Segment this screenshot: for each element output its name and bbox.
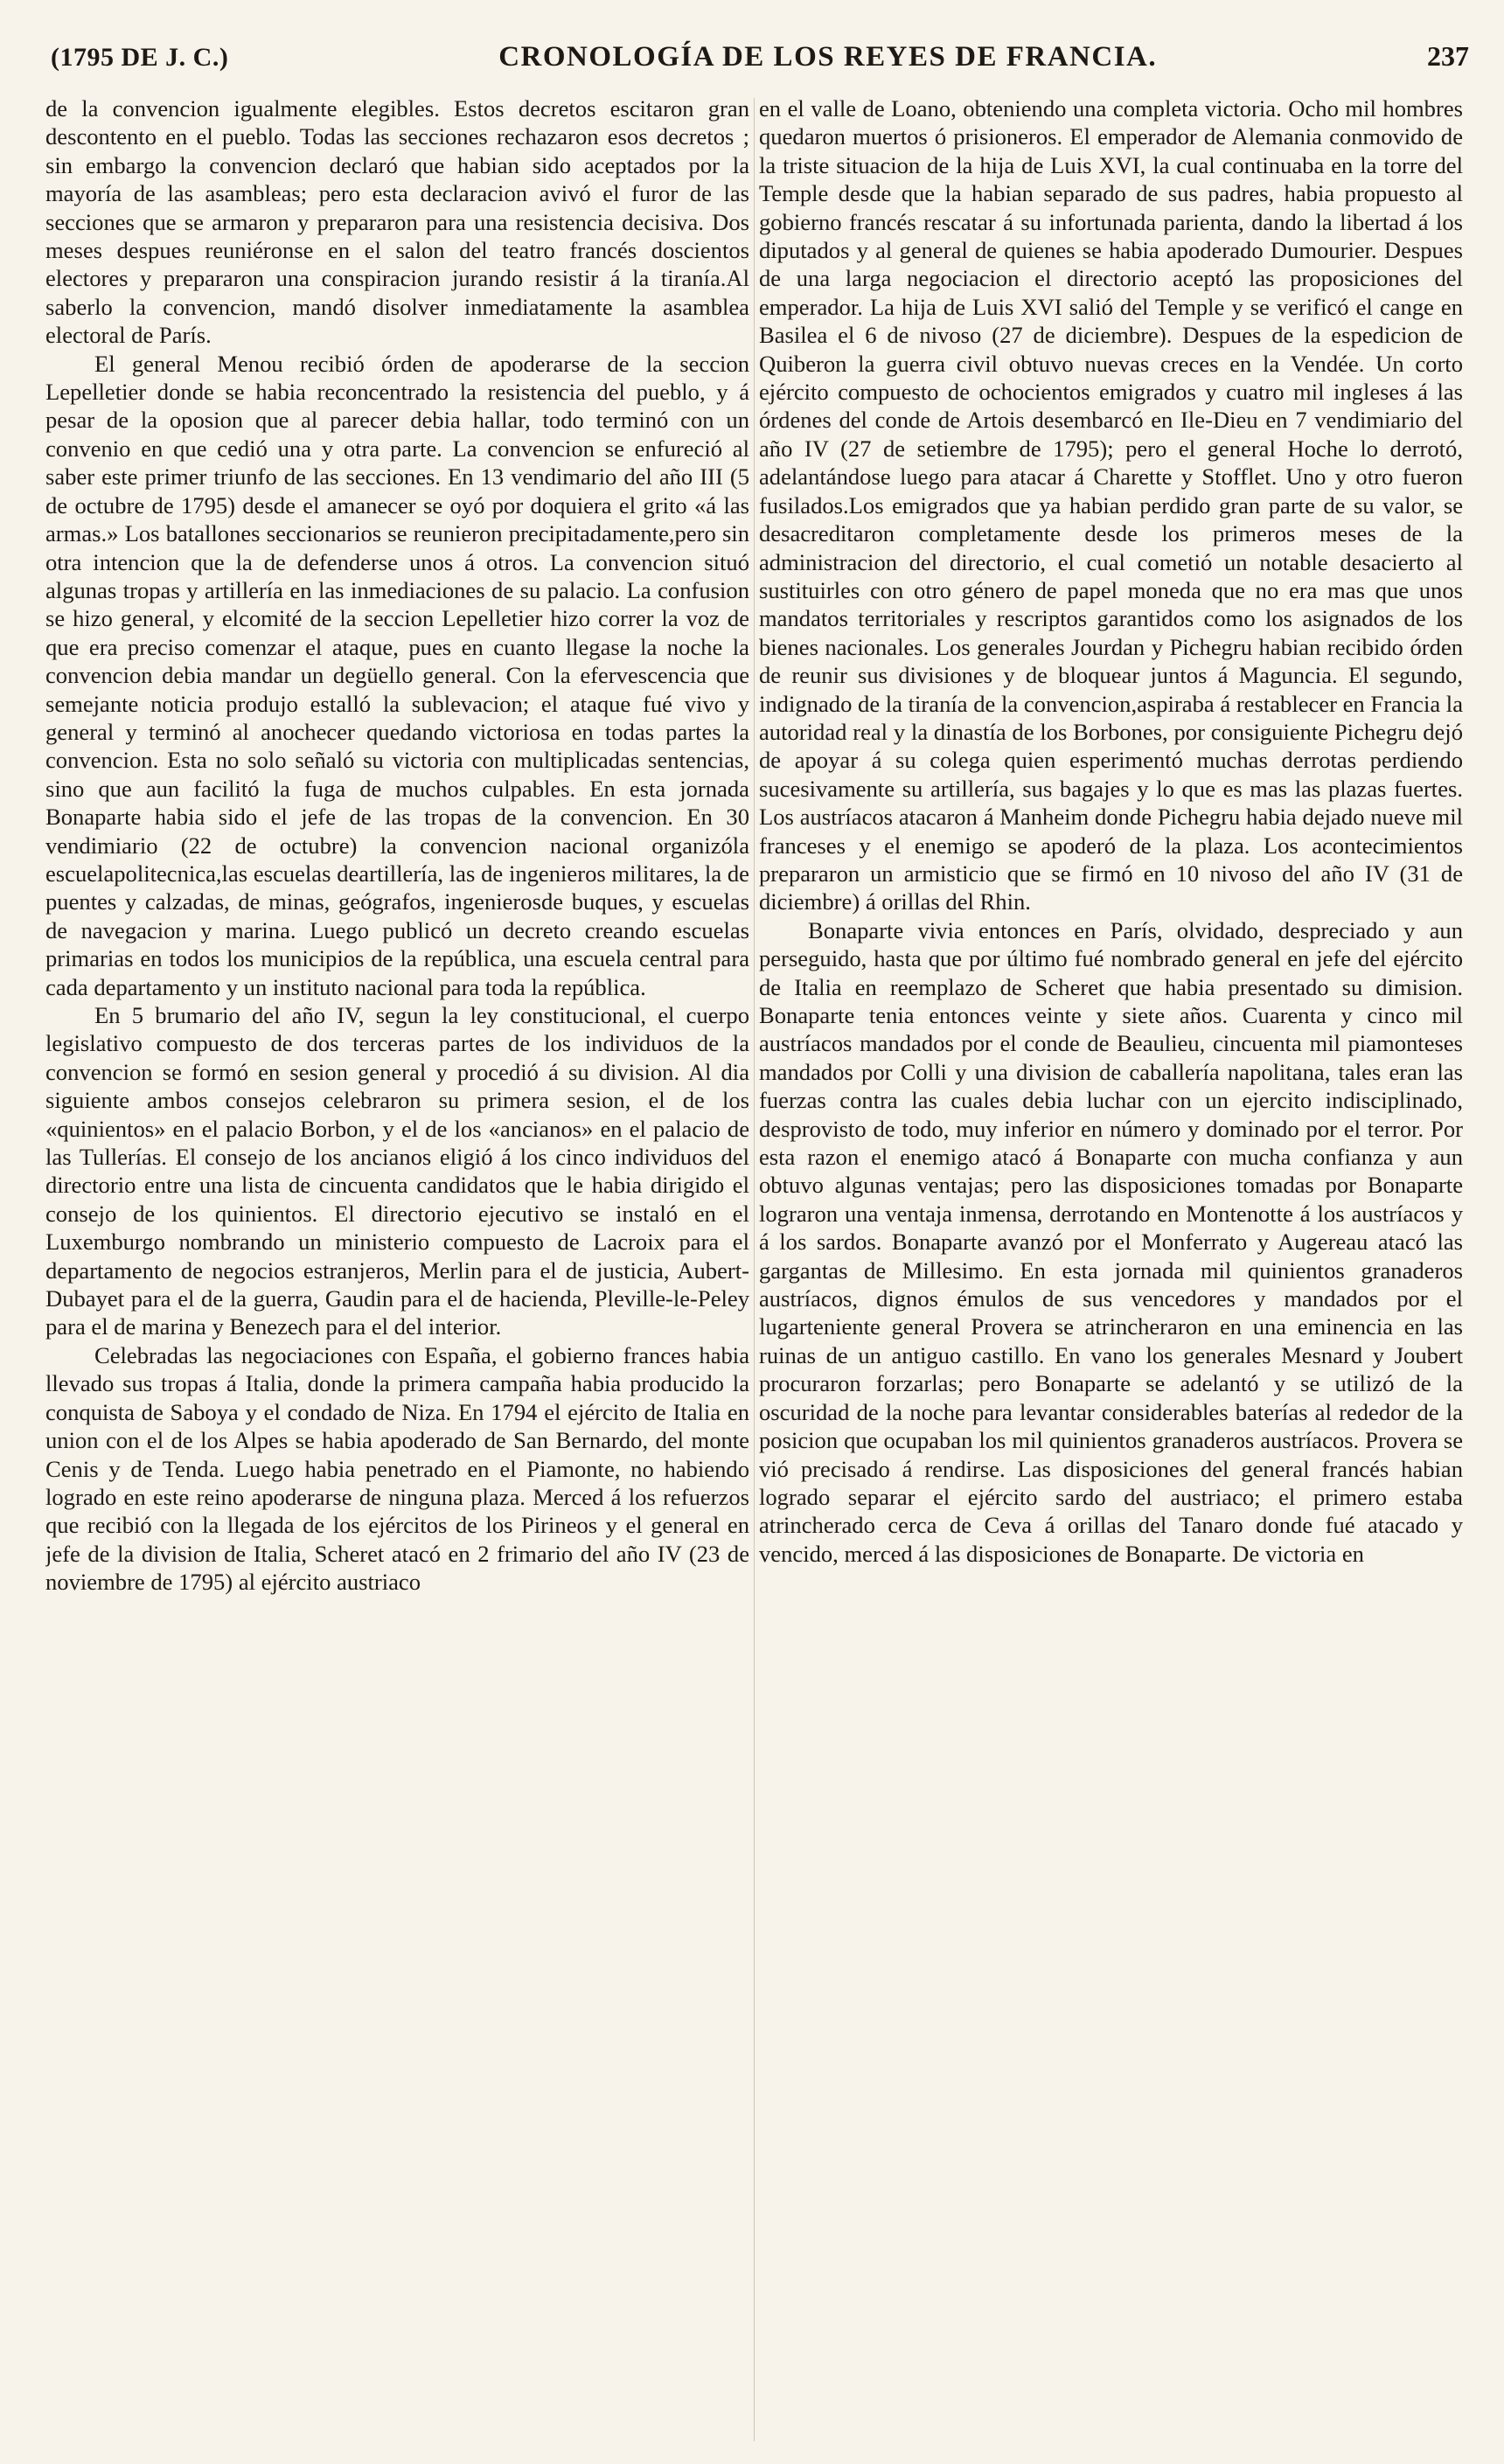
left-paragraph-4: Celebradas las negociaciones con España, el gobierno frances habia llevado sus tropas á Italia, donde la primera campaña habia producido la conquista de Saboya y el condado de Niza. En 1794 el ejército de Italia en union con el de los Alpes se habia apoderado de San Bernardo, del monte Cenis y de Tenda. Luego habia penetrado en el Piamonte, no habiendo logrado en este reino apoderarse de ninguna plaza. Merced á los refuerzos que recibió con la llegada de los ejércitos de los Pirineos y el general en jefe de la division de Italia, Scheret atacó en 2 frimario del año IV (23 de noviembre de 1795) al ejército austriaco [45,1341,749,1596]
running-head-title: CRONOLOGÍA DE LOS REYES DE FRANCIA. [498,41,1158,73]
running-head [51,40,1469,93]
left-paragraph-1: de la convencion igualmente elegibles. Estos decretos escitaron gran descontento en el pueblo. Todas las secciones rechazaron esos decretos ; sin embargo la convencion declaró que habian sido aceptados por la mayoría de las asambleas; pero esta declaracion avivó el furor de las secciones que se armaron y prepararon para una resistencia decisiva. Dos meses despues reuniéronse en el salon del teatro francés doscientos electores y prepararon una conspiracion jurando resistir á la tiranía.Al saberlo la convencion, mandó disolver inmediatamente la asamblea electoral de París. [45,95,749,349]
left-column [45,94,749,2447]
left-paragraph-3: En 5 brumario del año IV, segun la ley constitucional, el cuerpo legislativo compuesto de dos terceras partes de los individuos de la convencion se formó en sesion general y procedió á su division. Al dia siguiente ambos consejos celebraron su primera sesion, el de los «quinientos» en el palacio Borbon, y el de los «ancianos» en el palacio de las Tullerías. El consejo de los ancianos eligió á los cinco individuos del directorio entre una lista de cincuenta candidatos que le habia dirigido el consejo de los quinientos. El directorio ejecutivo se instaló en el Luxemburgo nombrando un ministerio compuesto de Lacroix para el departamento de negocios estranjeros, Merlin para el de justicia, Aubert-Dubayet para el de la guerra, Gaudin para el de hacienda, Pleville-le-Peley para el de marina y Benezech para el del interior. [45,1002,749,1340]
right-paragraph-1: en el valle de Loano, obteniendo una completa victoria. Ocho mil hombres quedaron muertos ó prisioneros. El emperador de Alemania conmovido de la triste situacion de la hija de Luis XVI, la cual continuaba en la torre del Temple desde que la habian separado de sus padres, habia propuesto al gobierno francés rescatar á su infortunada parienta, dando la libertad á los diputados y al general de quienes se habia apoderado Dumourier. Despues de una larga negociacion el directorio aceptó las proposiciones del emperador. La hija de Luis XVI salió del Temple y se verificó el cange en Basilea el 6 de nivoso (27 de diciembre). Despues de la espedicion de Quiberon la guerra civil obtuvo nuevas creces en la Vendée. Un corto ejército compuesto de ochocientos emigrados y cuatro mil ingleses á las órdenes del conde de Artois desembarcó en Ile-Dieu en 7 vendimiario del año IV (27 de setiembre de 1795); pero el general Hoche lo derrotó, adelantándose luego para atacar á Charette y Stofflet. Uno y otro fueron fusilados.Los emigrados que ya habian perdido gran parte de su valor, se desacreditaron completamente desde los primeros meses de la administracion del directorio, el cual cometió un notable desacierto al sustituirles con otro género de papel moneda que no era mas que unos mandatos territoriales y rescriptos garantidos como los asignados de los bienes nacionales. Los generales Jourdan y Pichegru habian recibido órden de reunir sus divisiones y de bloquear juntos á Maguncia. El segundo, indignado de la tiranía de la convencion,aspiraba á restablecer en Francia la autoridad real y la dinastía de los Borbones, por consiguiente Pichegru dejó de apoyar á su colega quien esperimentó muchas derrotas perdiendo sucesivamente su artillería, sus bagajes y lo que es mas las plazas fuertes. Los austríacos atacaron á Manheim donde Pichegru habia dejado nueve mil franceses y el enemigo se apoderó de la plaza. Los acontecimientos prepararon un armisticio que se firmó en 10 nivoso del año IV (31 de diciembre) á orillas del Rhin. [759,95,1463,915]
left-paragraph-2: El general Menou recibió órden de apoderarse de la seccion Lepelletier donde se habia reconcentrado la resistencia del pueblo, y á pesar de la oposion que al parecer debia hallar, todo terminó con un convenio en que cedió una y otra parte. La convencion se enfureció al saber este primer triunfo de las secciones. En 13 vendimario del año III (5 de octubre de 1795) desde el amanecer se oyó por doquiera el grito «á las armas.» Los batallones seccionarios se reunieron precipitadamente,pero sin otra intencion que la de defenderse unos á otros. La convencion situó algunas tropas y artillería en las inmediaciones de su palacio. La confusion se hizo general, y elcomité de la seccion Lepelletier hizo correr la voz de que era preciso comenzar el ataque, pues en cuanto llegase la noche la convencion debia mandar un degüello general. Con la efervescencia que semejante noticia produjo estalló la sublevacion; el ataque fué vivo y general y terminó al anochecer quedando victoriosa en todas partes la convencion. Esta no solo señaló su victoria con multiplicadas sentencias, sino que aun facilitó la fuga de muchos culpables. En esta jornada Bonaparte habia sido el jefe de las tropas de la convencion. En 30 vendimiario (22 de octubre) la convencion nacional organizóla escuelapolitecnica,las escuelas deartillería, las de ingenieros militares, la de puentes y calzadas, de minas, geógrafos, ingenierosde buques, y escuelas de navegacion y marina. Luego publicó un decreto creando escuelas primarias en todos los municipios de la república, una escuela central para cada departamento y un instituto nacional para toda la república. [45,350,749,1000]
running-head-date: (1795 DE J. C.) [51,43,229,72]
column-divider [754,98,755,2441]
page-number: 237 [1427,40,1469,72]
right-paragraph-2: Bonaparte vivia entonces en París, olvidado, despreciado y aun perseguido, hasta que por último fué nombrado general en jefe del ejército de Italia en reemplazo de Scheret que habia presentado su dimision. Bonaparte tenia entonces veinte y siete años. Cuarenta y cinco mil austríacos mandados por el conde de Beaulieu, cincuenta mil piamonteses mandados por Colli y una division de caballería napolitana, tales eran las fuerzas contra las cuales debia luchar con un ejercito indisciplinado, desprovisto de todo, muy inferior en número y dominado por el terror. Por esta razon el enemigo atacó á Bonaparte con mucha confianza y aun obtuvo algunas ventajas; pero las disposiciones tomadas por Bonaparte lograron una ventaja inmensa, derrotando en Montenotte á los austríacos y á los sardos. Bonaparte avanzó por el Monferrato y Augereau atacó las gargantas de Millesimo. En esta jornada mil quinientos granaderos austríacos, dignos émulos de sus vencedores y mandados por el lugarteniente general Provera se atrincheraron en una eminencia en las ruinas de un antiguo castillo. En vano los generales Mesnard y Joubert procuraron forzarlas; pero Bonaparte se adelantó y se utilizó de la oscuridad de la noche para levantar considerables baterías al rededor de la posicion que ocupaban los mil quinientos granaderos austríacos. Provera se vió precisado á rendirse. Las disposiciones del general francés habian logrado separar el ejército sardo del austriaco; el primero estaba atrincherado cerca de Ceva á orillas del Tanaro donde fué atacado y vencido, merced á las disposiciones de Bonaparte. De victoria en [759,916,1463,1567]
right-column [759,94,1463,2447]
